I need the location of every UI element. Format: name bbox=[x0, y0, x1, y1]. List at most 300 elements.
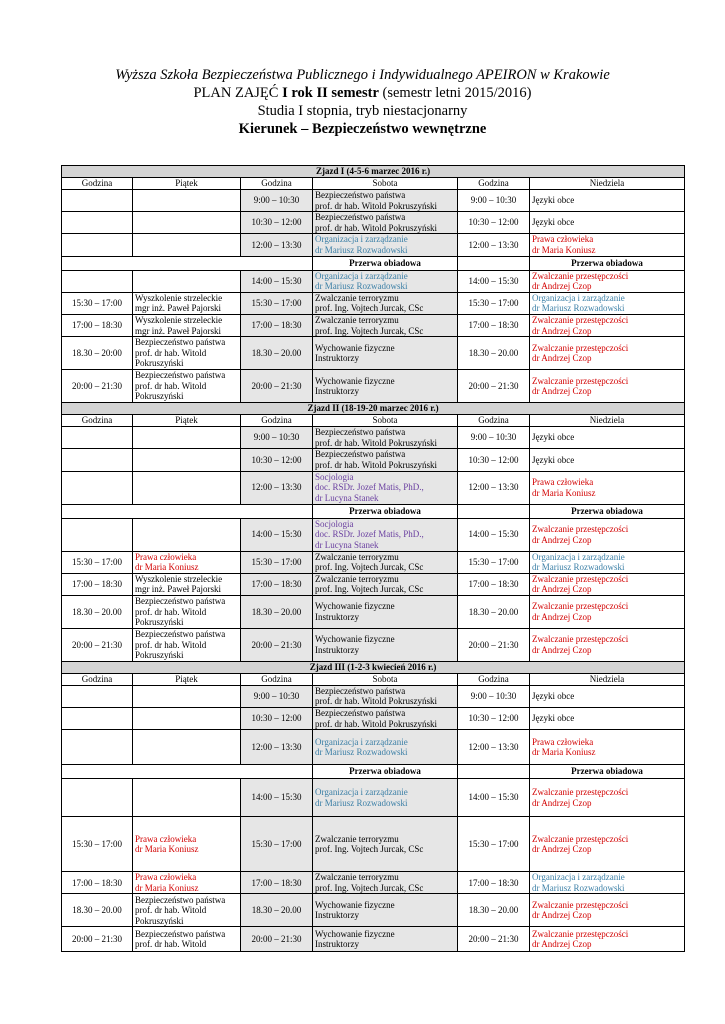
plan-title bbox=[0, 84, 725, 102]
zjazd-title: Zjazd III (1-2-3 kwiecień 2016 r.) bbox=[62, 661, 685, 673]
sunday-class bbox=[530, 292, 685, 314]
schedule-row bbox=[62, 927, 685, 952]
saturday-class bbox=[313, 595, 458, 628]
column-header: Piątek bbox=[133, 415, 241, 427]
class-line: Wychowanie fizyczne bbox=[315, 601, 395, 612]
class-line: dr Maria Koniusz bbox=[532, 244, 596, 255]
class-line: mgr inż. Paweł Pajorski bbox=[135, 584, 221, 595]
class-line: Zwalczanie przestępczości bbox=[532, 601, 629, 612]
class-line: dr Andrzej Czop bbox=[532, 534, 592, 545]
column-header: Godzina bbox=[62, 415, 133, 427]
sunday-time: 15:30 – 17:00 bbox=[458, 551, 530, 573]
class-line: Pokruszyński bbox=[135, 391, 184, 402]
lunch-empty bbox=[62, 256, 313, 270]
saturday-class bbox=[313, 628, 458, 661]
column-header: Sobota bbox=[313, 178, 458, 190]
zjazd-header bbox=[62, 661, 685, 673]
saturday-class bbox=[313, 817, 458, 872]
friday-class bbox=[133, 872, 241, 894]
saturday-time: 9:00 – 10:30 bbox=[241, 685, 313, 707]
saturday-class bbox=[313, 927, 458, 952]
saturday-time: 17:00 – 18:30 bbox=[241, 872, 313, 894]
class-line: prof. dr hab. Witold bbox=[135, 606, 207, 617]
schedule-row bbox=[62, 730, 685, 765]
schedule-row bbox=[62, 872, 685, 894]
class-line: prof. dr hab. Witold Pokruszyński bbox=[315, 200, 437, 211]
friday-time bbox=[62, 427, 133, 449]
friday-time bbox=[62, 685, 133, 707]
class-line: dr Mariusz Rozwadowski bbox=[532, 882, 625, 893]
saturday-time: 9:00 – 10:30 bbox=[241, 427, 313, 449]
friday-class bbox=[133, 685, 241, 707]
column-header: Niedziela bbox=[530, 673, 685, 685]
class-line: dr Andrzej Czop bbox=[532, 644, 592, 655]
saturday-class bbox=[313, 518, 458, 551]
plan-bold: I rok II semestr bbox=[282, 85, 379, 101]
friday-time: 20:00 – 21:30 bbox=[62, 370, 133, 403]
friday-class bbox=[133, 779, 241, 817]
class-line: Bezpieczeństwo państwa bbox=[135, 595, 226, 606]
saturday-class bbox=[313, 234, 458, 256]
friday-time bbox=[62, 270, 133, 292]
friday-time: 15:30 – 17:00 bbox=[62, 817, 133, 872]
class-line: Języki obce bbox=[532, 454, 575, 465]
class-line: Bezpieczeństwo państwa bbox=[315, 685, 406, 696]
schedule-row bbox=[62, 292, 685, 314]
studies-type: Studia I stopnia, tryb niestacjonarny bbox=[257, 103, 468, 119]
friday-time: 20:00 – 21:30 bbox=[62, 628, 133, 661]
column-header: Godzina bbox=[62, 673, 133, 685]
sunday-time: 18.30 – 20.00 bbox=[458, 337, 530, 370]
schedule-row bbox=[62, 573, 685, 595]
zjazd-title: Zjazd II (18-19-20 marzec 2016 r.) bbox=[62, 403, 685, 415]
lunch-empty bbox=[62, 504, 313, 518]
class-line: Zwalczanie przestępczości bbox=[532, 523, 629, 534]
sunday-class bbox=[530, 551, 685, 573]
sunday-time: 12:00 – 13:30 bbox=[458, 730, 530, 765]
column-header: Piątek bbox=[133, 673, 241, 685]
sunday-class bbox=[530, 779, 685, 817]
plan-suffix: (semestr letni 2015/2016) bbox=[378, 85, 532, 101]
class-line: dr Andrzej Czop bbox=[532, 910, 592, 921]
class-line: Wychowanie fizyczne bbox=[315, 899, 395, 910]
class-line: dr Maria Koniusz bbox=[532, 487, 596, 498]
friday-class bbox=[133, 595, 241, 628]
class-line: dr Andrzej Czop bbox=[532, 797, 592, 808]
column-header-row bbox=[62, 178, 685, 190]
saturday-time: 20:00 – 21:30 bbox=[241, 927, 313, 952]
friday-class bbox=[133, 628, 241, 661]
saturday-time: 15:30 – 17:00 bbox=[241, 817, 313, 872]
class-line: dr Andrzej Czop bbox=[532, 353, 592, 364]
class-line: dr Lucyna Stanek bbox=[315, 492, 379, 503]
friday-time bbox=[62, 212, 133, 234]
column-header: Niedziela bbox=[530, 178, 685, 190]
sunday-time: 10:30 – 12:00 bbox=[458, 449, 530, 471]
class-line: Zwalczanie terroryzmu bbox=[315, 872, 399, 883]
friday-class bbox=[133, 212, 241, 234]
plan-prefix: PLAN ZAJĘĆ bbox=[193, 85, 283, 101]
class-line: Zwalczanie terroryzmu bbox=[315, 314, 399, 325]
schedule-row bbox=[62, 894, 685, 927]
friday-class bbox=[133, 518, 241, 551]
schedule-row bbox=[62, 779, 685, 817]
class-line: Zwalczanie przestępczości bbox=[532, 787, 629, 798]
class-line: mgr inż. Paweł Pajorski bbox=[135, 325, 221, 336]
schedule-row bbox=[62, 212, 685, 234]
saturday-time: 10:30 – 12:00 bbox=[241, 212, 313, 234]
class-line: prof. dr hab. Witold Pokruszyński bbox=[315, 222, 437, 233]
sunday-time: 20:00 – 21:30 bbox=[458, 628, 530, 661]
saturday-time: 17:00 – 18:30 bbox=[241, 314, 313, 336]
class-line: Instruktorzy bbox=[315, 939, 359, 950]
saturday-time: 10:30 – 12:00 bbox=[241, 449, 313, 471]
sunday-class bbox=[530, 595, 685, 628]
class-line: prof. Ing. Vojtech Jurcak, CSc bbox=[315, 325, 424, 336]
class-line: Instruktorzy bbox=[315, 644, 359, 655]
class-line: Bezpieczeństwo państwa bbox=[135, 894, 226, 905]
sunday-class bbox=[530, 817, 685, 872]
lunch-empty bbox=[62, 765, 313, 779]
class-line: Bezpieczeństwo państwa bbox=[315, 190, 406, 200]
class-line: Wychowanie fizyczne bbox=[315, 928, 395, 939]
saturday-time: 12:00 – 13:30 bbox=[241, 730, 313, 765]
column-header: Piątek bbox=[133, 178, 241, 190]
class-line: Instruktorzy bbox=[315, 353, 359, 364]
class-line: Wychowanie fizyczne bbox=[315, 375, 395, 386]
class-line: prof. dr hab. Witold Pokruszyński bbox=[315, 696, 437, 707]
class-line: Instruktorzy bbox=[315, 910, 359, 921]
class-line: prof. dr hab. Witold bbox=[135, 347, 207, 358]
class-line: Wychowanie fizyczne bbox=[315, 342, 395, 353]
sunday-time: 9:00 – 10:30 bbox=[458, 427, 530, 449]
class-line: prof. Ing. Vojtech Jurcak, CSc bbox=[315, 584, 424, 595]
class-line: Zwalczanie terroryzmu bbox=[315, 551, 399, 562]
class-line: Bezpieczeństwo państwa bbox=[315, 212, 406, 223]
class-line: Wyszkolenie strzeleckie bbox=[135, 573, 223, 584]
class-line: Socjologia bbox=[315, 471, 354, 482]
sunday-class bbox=[530, 190, 685, 212]
class-line: Bezpieczeństwo państwa bbox=[315, 427, 406, 438]
sunday-time: 9:00 – 10:30 bbox=[458, 685, 530, 707]
zjazd-header bbox=[62, 166, 685, 178]
saturday-class bbox=[313, 471, 458, 504]
saturday-time: 18.30 – 20.00 bbox=[241, 595, 313, 628]
schedule-row bbox=[62, 518, 685, 551]
schedule-row bbox=[62, 449, 685, 471]
saturday-time: 12:00 – 13:30 bbox=[241, 471, 313, 504]
class-line: Bezpieczeństwo państwa bbox=[315, 708, 406, 719]
saturday-time: 14:00 – 15:30 bbox=[241, 270, 313, 292]
class-line: prof. Ing. Vojtech Jurcak, CSc bbox=[315, 844, 424, 855]
saturday-time: 20:00 – 21:30 bbox=[241, 370, 313, 403]
friday-class bbox=[133, 314, 241, 336]
sunday-time: 18.30 – 20.00 bbox=[458, 595, 530, 628]
lunch-break-saturday: Przerwa obiadowa bbox=[313, 256, 458, 270]
friday-time bbox=[62, 708, 133, 730]
institution-name: Wyższa Szkoła Bezpieczeństwa Publicznego i Indywidualnego APEIRON w Krakowie bbox=[115, 67, 610, 83]
schedule-row bbox=[62, 370, 685, 403]
saturday-class bbox=[313, 894, 458, 927]
friday-class bbox=[133, 370, 241, 403]
class-line: prof. dr hab. Witold Pokruszyński bbox=[315, 459, 437, 470]
sunday-time: 12:00 – 13:30 bbox=[458, 234, 530, 256]
sunday-time: 14:00 – 15:30 bbox=[458, 779, 530, 817]
sunday-time: 15:30 – 17:00 bbox=[458, 817, 530, 872]
column-header: Sobota bbox=[313, 673, 458, 685]
lunch-row bbox=[62, 765, 685, 779]
friday-time bbox=[62, 234, 133, 256]
class-line: Bezpieczeństwo państwa bbox=[315, 449, 406, 460]
sunday-time: 10:30 – 12:00 bbox=[458, 708, 530, 730]
zjazd-title: Zjazd I (4-5-6 marzec 2016 r.) bbox=[62, 166, 685, 178]
class-line: Prawa człowieka bbox=[135, 872, 197, 883]
class-line: Zwalczanie przestępczości bbox=[532, 899, 629, 910]
class-line: Języki obce bbox=[532, 713, 575, 724]
sunday-class bbox=[530, 894, 685, 927]
class-line: Zwalczanie terroryzmu bbox=[315, 292, 399, 303]
friday-class bbox=[133, 730, 241, 765]
sunday-time: 15:30 – 17:00 bbox=[458, 292, 530, 314]
saturday-class bbox=[313, 292, 458, 314]
sunday-class bbox=[530, 337, 685, 370]
column-header: Godzina bbox=[458, 673, 530, 685]
friday-time: 18.30 – 20:00 bbox=[62, 337, 133, 370]
column-header: Godzina bbox=[62, 178, 133, 190]
class-line: Pokruszyński bbox=[135, 358, 184, 369]
class-line: Bezpieczeństwo państwa bbox=[135, 628, 226, 639]
class-line: Języki obce bbox=[532, 432, 575, 443]
friday-time bbox=[62, 190, 133, 212]
class-line: dr Maria Koniusz bbox=[135, 882, 199, 893]
sunday-class bbox=[530, 427, 685, 449]
friday-class bbox=[133, 817, 241, 872]
lunch-break-sunday: Przerwa obiadowa bbox=[530, 504, 685, 518]
saturday-class bbox=[313, 314, 458, 336]
sunday-class bbox=[530, 872, 685, 894]
class-line: dr Mariusz Rozwadowski bbox=[315, 797, 408, 808]
schedule-row bbox=[62, 471, 685, 504]
saturday-class bbox=[313, 449, 458, 471]
friday-time: 17:00 – 18:30 bbox=[62, 872, 133, 894]
sunday-class bbox=[530, 708, 685, 730]
class-line: dr Mariusz Rozwadowski bbox=[315, 747, 408, 758]
saturday-time: 15:30 – 17:00 bbox=[241, 292, 313, 314]
saturday-class bbox=[313, 551, 458, 573]
sunday-class bbox=[530, 518, 685, 551]
saturday-class bbox=[313, 573, 458, 595]
direction-title: Kierunek – Bezpieczeństwo wewnętrzne bbox=[238, 121, 487, 137]
class-line: Organizacja i zarządzanie bbox=[532, 551, 625, 562]
friday-class bbox=[133, 708, 241, 730]
class-line: dr Andrzej Czop bbox=[532, 386, 592, 397]
saturday-class bbox=[313, 779, 458, 817]
class-line: Prawa człowieka bbox=[135, 551, 197, 562]
friday-time: 15:30 – 17:00 bbox=[62, 292, 133, 314]
zjazd-header bbox=[62, 403, 685, 415]
friday-class bbox=[133, 292, 241, 314]
class-line: Prawa człowieka bbox=[135, 833, 197, 844]
lunch-break-saturday: Przerwa obiadowa bbox=[313, 765, 458, 779]
friday-time: 18.30 – 20.00 bbox=[62, 894, 133, 927]
schedule-row bbox=[62, 190, 685, 212]
class-line: dr Maria Koniusz bbox=[135, 562, 199, 573]
sunday-time: 17:00 – 18:30 bbox=[458, 872, 530, 894]
sunday-time: 9:00 – 10:30 bbox=[458, 190, 530, 212]
saturday-time: 10:30 – 12:00 bbox=[241, 708, 313, 730]
saturday-class bbox=[313, 270, 458, 292]
class-line: Zwalczanie przestępczości bbox=[532, 573, 629, 584]
saturday-class bbox=[313, 190, 458, 212]
class-line: prof. dr hab. Witold bbox=[135, 380, 207, 391]
friday-time: 17:00 – 18:30 bbox=[62, 573, 133, 595]
friday-class bbox=[133, 270, 241, 292]
class-line: Zwalczanie przestępczości bbox=[532, 270, 629, 281]
class-line: Socjologia bbox=[315, 518, 354, 529]
schedule-row bbox=[62, 337, 685, 370]
saturday-time: 9:00 – 10:30 bbox=[241, 190, 313, 212]
saturday-class bbox=[313, 370, 458, 403]
class-line: prof. dr hab. Witold Pokruszyński bbox=[315, 437, 437, 448]
lunch-row bbox=[62, 504, 685, 518]
saturday-time: 14:00 – 15:30 bbox=[241, 779, 313, 817]
schedule-row bbox=[62, 685, 685, 707]
sunday-class bbox=[530, 927, 685, 952]
friday-time bbox=[62, 449, 133, 471]
friday-class bbox=[133, 190, 241, 212]
class-line: dr Mariusz Rozwadowski bbox=[532, 303, 625, 314]
schedule-row bbox=[62, 270, 685, 292]
friday-class bbox=[133, 894, 241, 927]
column-header: Niedziela bbox=[530, 415, 685, 427]
class-line: Organizacja i zarządzanie bbox=[315, 736, 408, 747]
class-line: prof. Ing. Vojtech Jurcak, CSc bbox=[315, 882, 424, 893]
saturday-class bbox=[313, 730, 458, 765]
lunch-empty bbox=[458, 504, 530, 518]
saturday-class bbox=[313, 212, 458, 234]
schedule-row bbox=[62, 427, 685, 449]
saturday-class bbox=[313, 337, 458, 370]
column-header: Sobota bbox=[313, 415, 458, 427]
saturday-class bbox=[313, 427, 458, 449]
schedule-row bbox=[62, 314, 685, 336]
sunday-time: 14:00 – 15:30 bbox=[458, 518, 530, 551]
class-line: dr Andrzej Czop bbox=[532, 325, 592, 336]
sunday-time: 12:00 – 13:30 bbox=[458, 471, 530, 504]
sunday-time: 10:30 – 12:00 bbox=[458, 212, 530, 234]
friday-class bbox=[133, 927, 241, 952]
friday-class bbox=[133, 471, 241, 504]
lunch-empty bbox=[458, 256, 530, 270]
class-line: dr Andrzej Czop bbox=[532, 281, 592, 292]
saturday-class bbox=[313, 708, 458, 730]
sunday-class bbox=[530, 573, 685, 595]
class-line: Pokruszyński bbox=[135, 650, 184, 661]
class-line: Języki obce bbox=[532, 217, 575, 228]
sunday-time: 20:00 – 21:30 bbox=[458, 927, 530, 952]
class-line: prof. dr hab. Witold bbox=[135, 639, 207, 650]
schedule-row bbox=[62, 595, 685, 628]
column-header: Godzina bbox=[458, 178, 530, 190]
class-line: Bezpieczeństwo państwa bbox=[135, 370, 226, 381]
friday-class bbox=[133, 573, 241, 595]
sunday-class bbox=[530, 370, 685, 403]
class-line: Zwalczanie przestępczości bbox=[532, 314, 629, 325]
saturday-time: 18.30 – 20.00 bbox=[241, 337, 313, 370]
class-line: Zwalczanie terroryzmu bbox=[315, 833, 399, 844]
class-line: Pokruszyński bbox=[135, 617, 184, 628]
sunday-class bbox=[530, 212, 685, 234]
class-line: Zwalczanie przestępczości bbox=[532, 375, 629, 386]
class-line: dr Lucyna Stanek bbox=[315, 539, 379, 550]
saturday-time: 17:00 – 18:30 bbox=[241, 573, 313, 595]
column-header-row bbox=[62, 673, 685, 685]
class-line: Organizacja i zarządzanie bbox=[315, 787, 408, 798]
sunday-time: 20:00 – 21:30 bbox=[458, 370, 530, 403]
saturday-class bbox=[313, 685, 458, 707]
class-line: dr Maria Koniusz bbox=[135, 844, 199, 855]
friday-class bbox=[133, 551, 241, 573]
saturday-class bbox=[313, 872, 458, 894]
document-header bbox=[0, 66, 725, 138]
class-line: Bezpieczeństwo państwa bbox=[135, 928, 226, 939]
class-line: Instruktorzy bbox=[315, 386, 359, 397]
class-line: Organizacja i zarządzanie bbox=[532, 872, 625, 883]
class-line: Prawa człowieka bbox=[532, 234, 594, 245]
class-line: Zwalczanie przestępczości bbox=[532, 634, 629, 645]
sunday-class bbox=[530, 234, 685, 256]
class-line: Instruktorzy bbox=[315, 611, 359, 622]
friday-time: 15:30 – 17:00 bbox=[62, 551, 133, 573]
friday-class bbox=[133, 427, 241, 449]
sunday-class bbox=[530, 628, 685, 661]
class-line: prof. Ing. Vojtech Jurcak, CSc bbox=[315, 562, 424, 573]
class-line: prof. dr hab. Witold bbox=[135, 939, 207, 950]
column-header: Godzina bbox=[458, 415, 530, 427]
class-line: dr Mariusz Rozwadowski bbox=[315, 244, 408, 255]
friday-time bbox=[62, 471, 133, 504]
sunday-time: 17:00 – 18:30 bbox=[458, 314, 530, 336]
class-line: dr Andrzej Czop bbox=[532, 939, 592, 950]
friday-time bbox=[62, 779, 133, 817]
class-line: dr Andrzej Czop bbox=[532, 844, 592, 855]
class-line: dr Andrzej Czop bbox=[532, 611, 592, 622]
friday-class bbox=[133, 234, 241, 256]
class-line: Prawa człowieka bbox=[532, 736, 594, 747]
class-line: Organizacja i zarządzanie bbox=[315, 270, 408, 281]
class-line: Zwalczanie przestępczości bbox=[532, 928, 629, 939]
class-line: Bezpieczeństwo państwa bbox=[135, 337, 226, 348]
lunch-row bbox=[62, 256, 685, 270]
schedule-row bbox=[62, 551, 685, 573]
column-header: Godzina bbox=[241, 415, 313, 427]
sunday-class bbox=[530, 471, 685, 504]
sunday-time: 18.30 – 20.00 bbox=[458, 894, 530, 927]
sunday-time: 14:00 – 15:30 bbox=[458, 270, 530, 292]
column-header: Godzina bbox=[241, 673, 313, 685]
friday-class bbox=[133, 449, 241, 471]
class-line: dr Maria Koniusz bbox=[532, 747, 596, 758]
lunch-break-sunday: Przerwa obiadowa bbox=[530, 765, 685, 779]
class-line: Pokruszyński bbox=[135, 915, 184, 926]
friday-time: 18.30 – 20.00 bbox=[62, 595, 133, 628]
sunday-class bbox=[530, 685, 685, 707]
class-line: Wyszkolenie strzeleckie bbox=[135, 314, 223, 325]
class-line: Języki obce bbox=[532, 195, 575, 206]
saturday-time: 18.30 – 20.00 bbox=[241, 894, 313, 927]
class-line: dr Andrzej Czop bbox=[532, 584, 592, 595]
lunch-empty bbox=[458, 765, 530, 779]
